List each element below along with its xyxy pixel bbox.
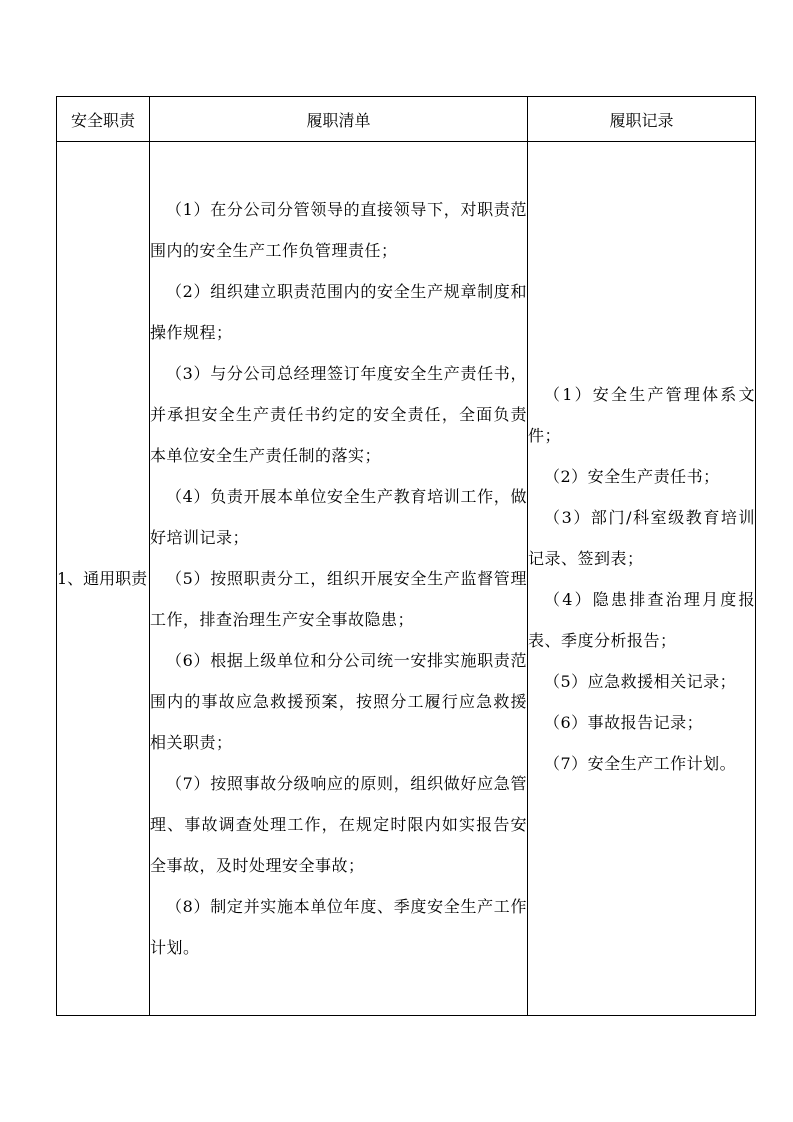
header-duty-record: 履职记录 — [528, 97, 756, 142]
record-item: （7）安全生产工作计划。 — [544, 753, 737, 773]
record-item: （2）安全生产责任书； — [544, 466, 720, 486]
record-item: （6）事故报告记录； — [544, 712, 704, 732]
header-row — [57, 97, 756, 142]
duty-list-cell — [150, 142, 528, 1016]
duty-table — [56, 96, 756, 1016]
duty-record-cell — [528, 142, 756, 1016]
duty-item: （3）与分公司总经理签订年度安全生产责任书，并承担安全生产责任书约定的安全责任，全面负责本单位安全生产责任制的落实； — [150, 364, 527, 465]
duty-item: （1）在分公司分管领导的直接领导下，对职责范围内的安全生产工作负管理责任； — [150, 200, 527, 260]
header-duty-list: 履职清单 — [150, 97, 528, 142]
duty-item: （6）根据上级单位和分公司统一安排实施职责范围内的事故应急救援预案，按照分工履行应急救援相关职责； — [150, 651, 527, 752]
category-cell: 1、通用职责 — [57, 142, 150, 1016]
record-item: （1）安全生产管理体系文件； — [528, 384, 755, 445]
table-row — [57, 142, 756, 1016]
duty-item: （7）按照事故分级响应的原则，组织做好应急管理、事故调查处理工作，在规定时限内如实报告安全事故，及时处理安全事故； — [150, 774, 527, 875]
record-item: （3）部门/科室级教育培训记录、签到表； — [528, 507, 755, 568]
record-item: （4）隐患排查治理月度报表、季度分析报告； — [528, 589, 755, 650]
duty-item: （8）制定并实施本单位年度、季度安全生产工作计划。 — [150, 897, 527, 957]
header-safety-duty: 安全职责 — [57, 97, 150, 142]
duty-item: （4）负责开展本单位安全生产教育培训工作，做好培训记录； — [150, 487, 527, 547]
record-item: （5）应急救援相关记录； — [544, 671, 737, 691]
duty-item: （5）按照职责分工，组织开展安全生产监督管理工作，排查治理生产安全事故隐患； — [150, 569, 527, 629]
duty-item: （2）组织建立职责范围内的安全生产规章制度和操作规程； — [150, 282, 527, 342]
